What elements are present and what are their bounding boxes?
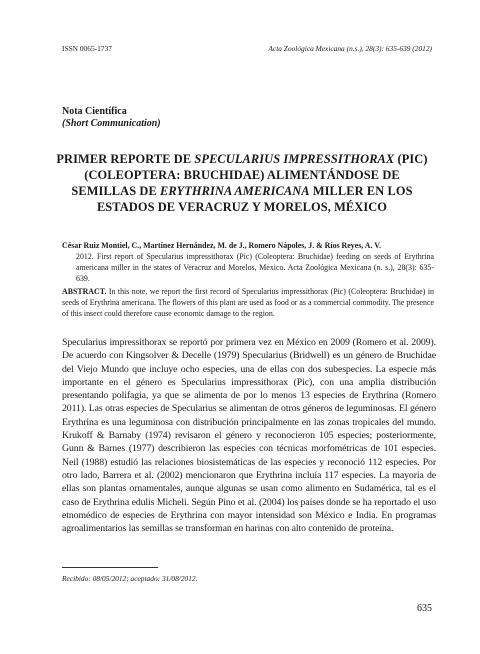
citation-authors: César Ruiz Montiel, C., Martínez Hernández, M. de J., Romero Nápoles, J. & Ríos Reyes, A. V. bbox=[62, 241, 381, 250]
note-type-spanish: Nota Científica bbox=[62, 106, 127, 117]
article-title bbox=[56, 151, 428, 215]
received-footnote: Recibido: 08/05/2012; aceptado: 31/08/2012. bbox=[62, 574, 198, 583]
title-part2: (PIC) (COLEOPTERA: BRUCHIDAE) ALIMENTÁNDOSE DE SEMILLAS DE bbox=[71, 152, 428, 198]
footnote-divider bbox=[62, 567, 158, 568]
citation-text: 2012. First report of Specularius impressithorax (Pic) (Coleoptera: Bruchidae) feeding on seeds of Erythrina americana miller in the states of Veracruz and Morelos, Mexico. Acta Zoológica Mexicana (n. s.), 28(3): 635-639. bbox=[76, 252, 434, 283]
title-species: SPECULARIUS IMPRESSITHORAX bbox=[194, 152, 395, 166]
page-number: 635 bbox=[417, 603, 432, 614]
note-type-english: (Short Communication) bbox=[62, 118, 161, 129]
title-part1: PRIMER REPORTE DE bbox=[56, 152, 195, 166]
abstract-text: In this note, we report the first record of Specularius impressithorax (Pic) (Coleoptera: Bruchidae) in seeds of Erythrina americana. The flowers of this plant are used as food or as a commercial commodity. The presence of this insect could therefore cause economic damage to the region. bbox=[62, 287, 434, 318]
body-text: Specularius impressithorax se reportó por primera vez en México en 2009 (Romero et al. 2009). De acuerdo con Kingsolver & Decelle (1979) Specularius (Bridwell) es un género de Bruchidae del Viejo Mundo que incluye ocho especies, una de ellas con dos subespecies. La especie más importante en el género es Specularius impressithorax (Pic), con una amplia distribución presentando polifagia, ya que se alimenta de por lo menos 13 especies de Erythrina (Romero 2011). Las otras especies de Specularius se alimentan de otros géneros de leguminosas. El género Erythrina es una leguminosa con distribución principalmente en las zonas tropicales del mundo. Krukoff & Barnaby (1974) revisaron el género y reconocieron 105 especies; posteriormente, Gunn & Barnes (1977) describieron las especies con técnicas morfométricas de 101 especies. Neil (1988) estudió las relaciones biosistemáticas de las especies y reconoció 112 especies. Por otro lado, Barrera et al. (2002) mencionaron que Erythrina incluía 117 especies. La mayoría de ellas son plantas ornamentales, aunque algunas se usan como alimento en Sudamérica, tal es el caso de Erythrina edulis Micheli. Según Pino et al. (2004) los países donde se ha reportado el uso etnomédico de especies de Erythrina con mayor intensidad son México e India. En programas agroalimentarios las semillas se transforman en harinas con alto contenido de proteína. bbox=[62, 337, 436, 535]
title-plant: ERYTHRINA AMERICANA bbox=[160, 184, 310, 198]
citation-block bbox=[62, 240, 434, 284]
title-part3: MILLER EN LOS ESTADOS DE VERACRUZ Y MORELOS, MÉXICO bbox=[96, 184, 413, 214]
abstract-label: ABSTRACT. bbox=[62, 287, 107, 296]
issn-header: ISSN 0065-1737 bbox=[62, 44, 112, 53]
journal-header: Acta Zoológica Mexicana (n.s.), 28(3): 635-639 (2012) bbox=[268, 44, 432, 53]
abstract bbox=[62, 286, 434, 319]
note-type bbox=[62, 106, 161, 130]
